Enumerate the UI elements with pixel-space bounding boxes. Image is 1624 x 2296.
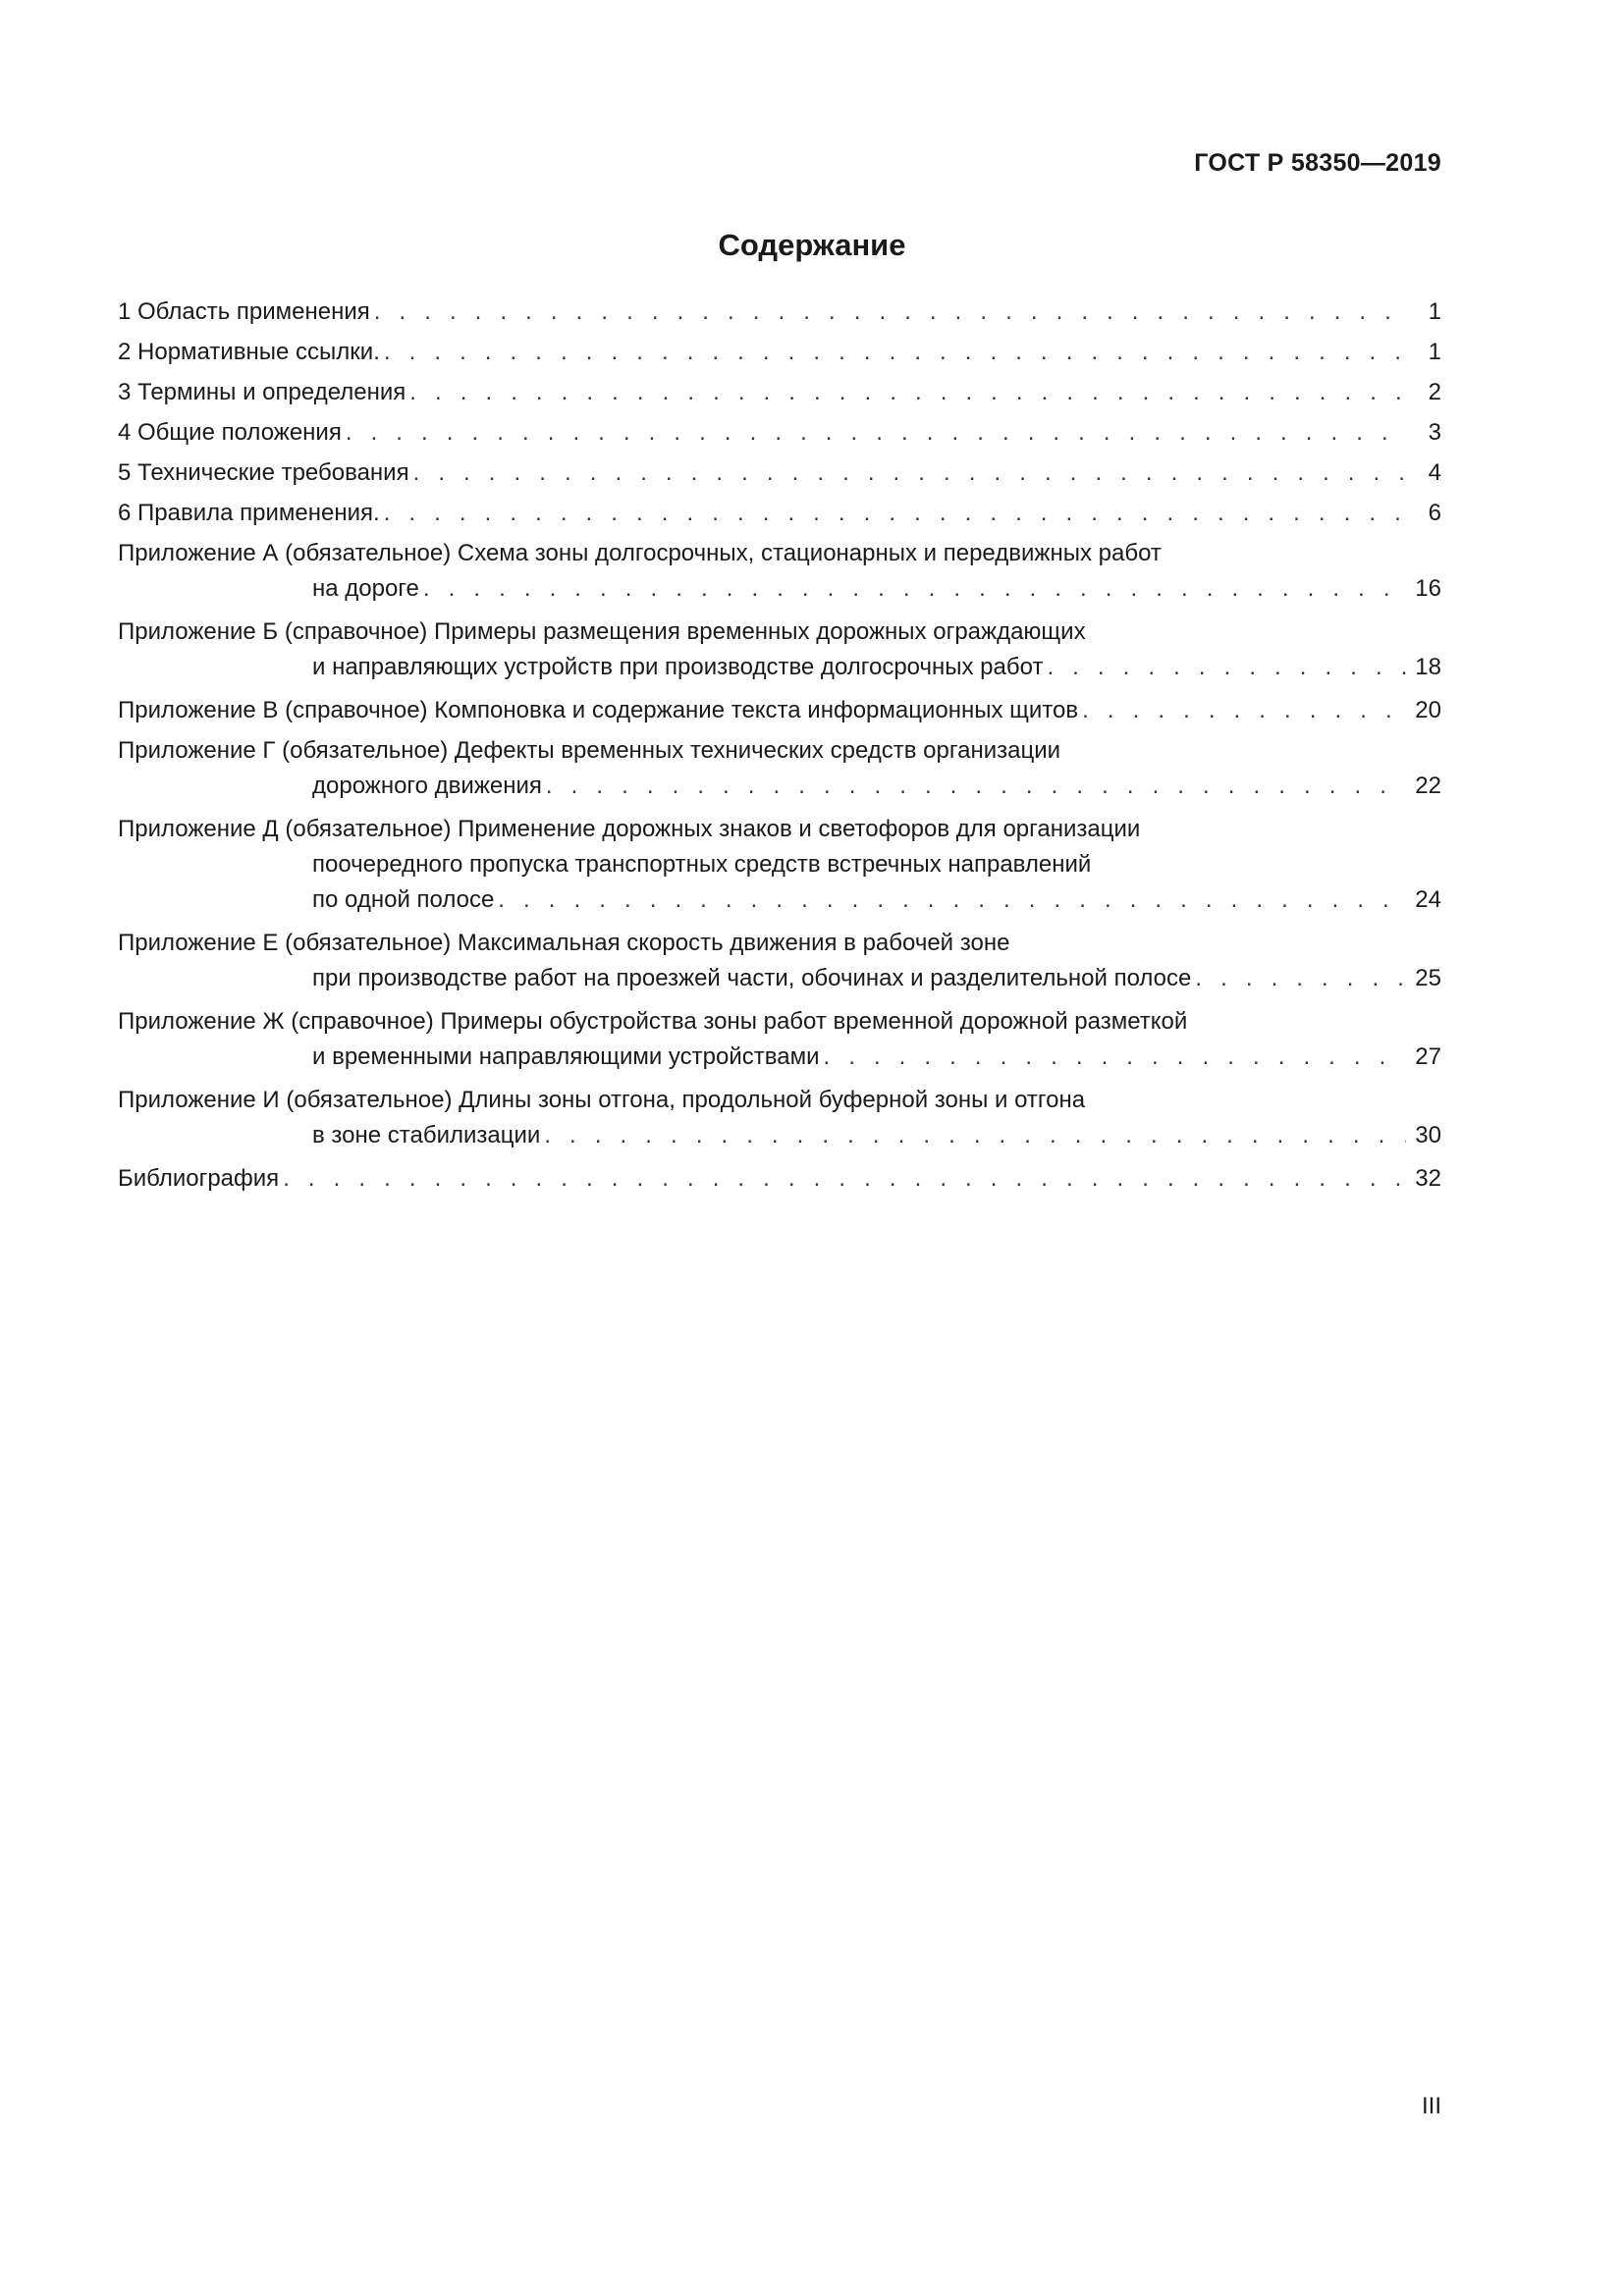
toc-dot-leader: [384, 335, 1406, 370]
toc-page-number: 3: [1428, 419, 1441, 446]
toc-entry-title: 1 Область применения: [118, 298, 370, 325]
toc-entry: [118, 614, 1441, 685]
toc-entry: [118, 1161, 1441, 1201]
toc-entry-title: в зоне стабилизации: [312, 1122, 541, 1148]
toc-entry-continuation: [118, 1040, 1441, 1075]
toc-entry-continuation: [118, 882, 1441, 918]
toc-dot-leader: [346, 415, 1406, 451]
toc-entry: [118, 812, 1441, 918]
toc-entry-title: поочередного пропуска транспортных средств встречных направлений: [312, 851, 1092, 878]
toc-entry-continuation: [118, 650, 1441, 685]
toc-entry-line: [118, 294, 1441, 330]
toc-entry-line: [118, 812, 1441, 847]
toc-entry-line: [118, 455, 1441, 491]
toc-entry-title: и направляющих устройств при производстве долгосрочных работ: [312, 654, 1044, 680]
toc-entry: [118, 536, 1441, 607]
toc-dot-leader: [283, 1161, 1406, 1197]
toc-entry-title: по одной полосе: [312, 886, 495, 913]
toc-entry: [118, 1083, 1441, 1153]
toc-heading: Содержание: [718, 228, 906, 262]
toc-entry-title: 6 Правила применения.: [118, 500, 380, 526]
toc-page-number: 32: [1415, 1165, 1441, 1192]
toc-page-number: 27: [1415, 1043, 1441, 1070]
toc-entry: [118, 496, 1441, 536]
toc-page-number: 24: [1415, 886, 1441, 913]
toc-entry-title: 4 Общие положения: [118, 419, 342, 446]
toc-entry: [118, 733, 1441, 804]
toc-page-number: 2: [1428, 379, 1441, 405]
table-of-contents: [118, 294, 1441, 1201]
toc-page-number: 30: [1415, 1122, 1441, 1148]
toc-entry-title: при производстве работ на проезжей части, обочинах и разделительной полосе: [312, 965, 1192, 991]
toc-page-number: 25: [1415, 965, 1441, 991]
toc-entry-line: [118, 1083, 1441, 1118]
toc-page-number: 22: [1415, 773, 1441, 799]
toc-entry-line: [118, 1161, 1441, 1197]
toc-page-number: 16: [1415, 575, 1441, 602]
toc-entry: [118, 455, 1441, 496]
toc-entry-line: [118, 926, 1441, 961]
page-number: III: [1421, 2093, 1441, 2119]
toc-entry-line: [118, 496, 1441, 531]
toc-entry-title: Приложение В (справочное) Компоновка и содержание текста информационных щитов: [118, 697, 1079, 723]
toc-entry: [118, 415, 1441, 455]
toc-entry: [118, 294, 1441, 335]
toc-entry-title: на дороге: [312, 575, 419, 602]
toc-entry-title: 3 Термины и определения: [118, 379, 406, 405]
toc-page-number: 6: [1428, 500, 1441, 526]
toc-entry-line: [118, 415, 1441, 451]
toc-entry-line: [118, 1004, 1441, 1040]
toc-dot-leader: [823, 1040, 1406, 1075]
toc-dot-leader: [374, 294, 1406, 330]
toc-entry-title: 5 Технические требования: [118, 459, 409, 486]
toc-entry-continuation: [118, 1118, 1441, 1153]
toc-page-number: 1: [1428, 339, 1441, 365]
toc-entry: [118, 926, 1441, 996]
toc-dot-leader: [409, 375, 1406, 410]
toc-dot-leader: [544, 1118, 1406, 1153]
toc-dot-leader: [546, 769, 1406, 804]
toc-entry-continuation: [118, 571, 1441, 607]
toc-entry-title: Приложение Б (справочное) Примеры размещения временных дорожных ограждающих: [118, 618, 1086, 645]
toc-entry: [118, 335, 1441, 375]
toc-dot-leader: [423, 571, 1406, 607]
toc-entry-title: Приложение Ж (справочное) Примеры обустройства зоны работ временной дорожной разметкой: [118, 1008, 1188, 1035]
toc-entry-title: Библиография: [118, 1165, 280, 1192]
toc-entry-line: [118, 335, 1441, 370]
toc-page-number: 1: [1428, 298, 1441, 325]
toc-dot-leader: [384, 496, 1406, 531]
toc-entry-title: Приложение Д (обязательное) Применение дорожных знаков и светофоров для организации: [118, 816, 1141, 842]
toc-dot-leader: [1047, 650, 1406, 685]
toc-entry-continuation: [118, 961, 1441, 996]
toc-page-number: 20: [1415, 697, 1441, 723]
toc-entry-title: Приложение И (обязательное) Длины зоны отгона, продольной буферной зоны и отгона: [118, 1087, 1086, 1113]
toc-entry: [118, 375, 1441, 415]
toc-entry-title: дорожного движения: [312, 773, 542, 799]
toc-entry-line: [118, 733, 1441, 769]
toc-entry: [118, 1004, 1441, 1075]
toc-dot-leader: [1195, 961, 1406, 996]
toc-entry-continuation: [118, 769, 1441, 804]
toc-entry-title: Приложение А (обязательное) Схема зоны долгосрочных, стационарных и передвижных работ: [118, 540, 1162, 566]
toc-entry-title: Приложение Г (обязательное) Дефекты временных технических средств организации: [118, 737, 1061, 764]
toc-entry-title: Приложение Е (обязательное) Максимальная скорость движения в рабочей зоне: [118, 930, 1010, 956]
toc-entry-title: и временными направляющими устройствами: [312, 1043, 820, 1070]
toc-page-number: 4: [1428, 459, 1441, 486]
toc-entry-line: [118, 375, 1441, 410]
toc-page-number: 18: [1415, 654, 1441, 680]
toc-entry-line: [118, 536, 1441, 571]
toc-dot-leader: [498, 882, 1406, 918]
document-code: ГОСТ Р 58350—2019: [1194, 149, 1441, 177]
toc-dot-leader: [1082, 693, 1406, 728]
toc-entry: [118, 693, 1441, 733]
toc-dot-leader: [413, 455, 1406, 491]
toc-entry-continuation: [118, 847, 1441, 882]
toc-entry-line: [118, 614, 1441, 650]
toc-entry-line: [118, 693, 1441, 728]
toc-entry-title: 2 Нормативные ссылки.: [118, 339, 380, 365]
